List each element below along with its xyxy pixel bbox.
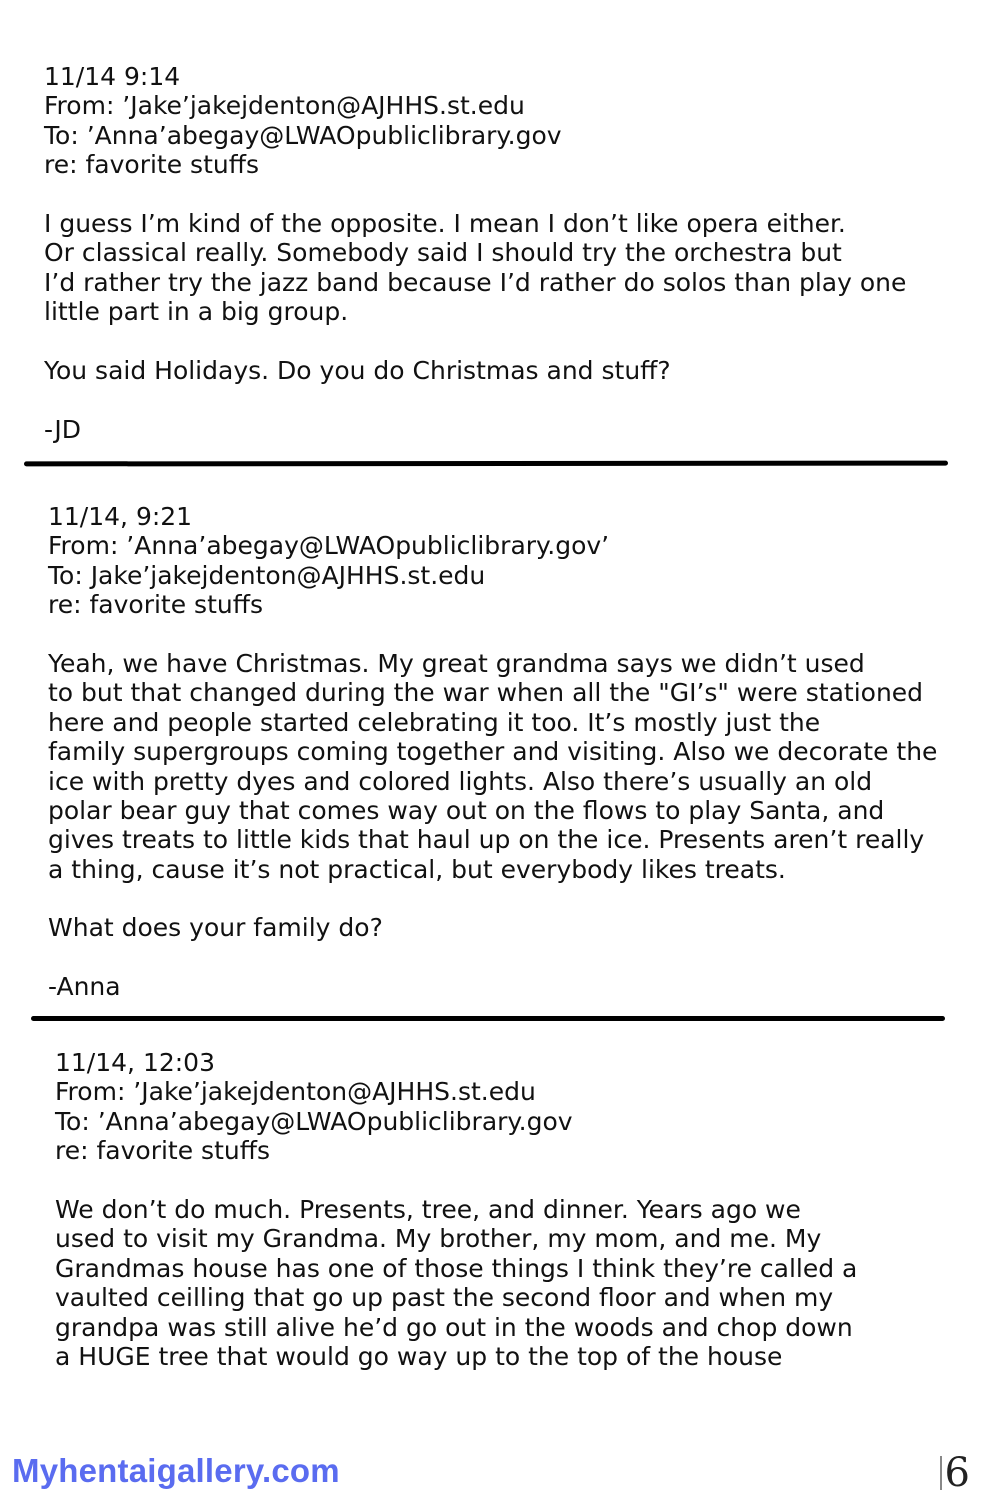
email-header (55, 1048, 857, 1166)
email-date: 11/14, 9:21 (48, 502, 193, 531)
email-message-2 (48, 502, 937, 1002)
email-signature: -JD (44, 414, 82, 444)
body-line: I’d rather try the jazz band because I’d rather do solos than play one (44, 267, 907, 297)
email-header (44, 62, 906, 180)
email-to: To: Jake’jakejdenton@AJHHS.st.edu (48, 560, 486, 590)
email-subject: re: favorite stuffs (48, 590, 263, 620)
body-line: gives treats to little kids that haul up on the ice. Presents aren’t really (48, 825, 925, 855)
email-message-1 (44, 62, 906, 444)
email-from: From: ’Anna’abegay@LWAOpubliclibrary.gov’ (48, 531, 610, 561)
body-line: family supergroups coming together and visiting. Also we decorate the (48, 737, 938, 767)
email-to: To: ’Anna’abegay@LWAOpubliclibrary.gov (44, 120, 562, 150)
body-line: a thing, cause it’s not practical, but everybody likes treats. (48, 854, 786, 884)
body-line: to but that changed during the war when all the "GI’s" were stationed (48, 678, 924, 708)
email-subject: re: favorite stuffs (55, 1136, 270, 1166)
email-to: To: ’Anna’abegay@LWAOpubliclibrary.gov (55, 1106, 573, 1136)
email-date: 11/14 9:14 (44, 62, 181, 91)
email-subject: re: favorite stuffs (44, 150, 259, 180)
body-line: grandpa was still alive he’d go out in the woods and chop down (55, 1312, 853, 1342)
email-date: 11/14, 12:03 (55, 1048, 215, 1077)
email-from: From: ’Jake’jakejdenton@AJHHS.st.edu (44, 91, 525, 121)
message-divider (24, 461, 948, 467)
body-line: I guess I’m kind of the opposite. I mean I don’t like opera either. (44, 208, 846, 238)
body-line: Yeah, we have Christmas. My great grandma says we didn’t used (48, 648, 865, 678)
email-body (55, 1195, 857, 1371)
body-line: We don’t do much. Presents, tree, and dinner. Years ago we (55, 1194, 801, 1224)
body-line: little part in a big group. (44, 297, 349, 327)
email-message-3 (55, 1048, 857, 1371)
email-body (44, 209, 906, 327)
message-divider (31, 1016, 945, 1021)
email-body (48, 649, 937, 884)
body-line: Grandmas house has one of those things I think they’re called a (55, 1253, 858, 1283)
email-signature: -Anna (48, 972, 121, 1002)
email-header (48, 502, 937, 620)
body-line: used to visit my Grandma. My brother, my mom, and me. My (55, 1224, 822, 1254)
site-watermark: Myhentaigallery.com (12, 1452, 340, 1489)
body-line: vaulted ceilling that go up past the second floor and when my (55, 1283, 834, 1313)
body-line: here and people started celebrating it too. It’s mostly just the (48, 707, 821, 737)
email-from: From: ’Jake’jakejdenton@AJHHS.st.edu (55, 1077, 536, 1107)
body-line: Or classical really. Somebody said I should try the orchestra but (44, 238, 842, 268)
page-number-mark (940, 1456, 942, 1490)
email-question: What does your family do? (48, 913, 383, 943)
body-line: a HUGE tree that would go way up to the top of the house (55, 1341, 783, 1371)
body-line: ice with pretty dyes and colored lights. Also there’s usually an old (48, 766, 873, 796)
body-line: polar bear guy that comes way out on the flows to play Santa, and (48, 795, 885, 825)
page-number: 6 (944, 1450, 970, 1496)
email-question: You said Holidays. Do you do Christmas and stuff? (44, 355, 671, 385)
